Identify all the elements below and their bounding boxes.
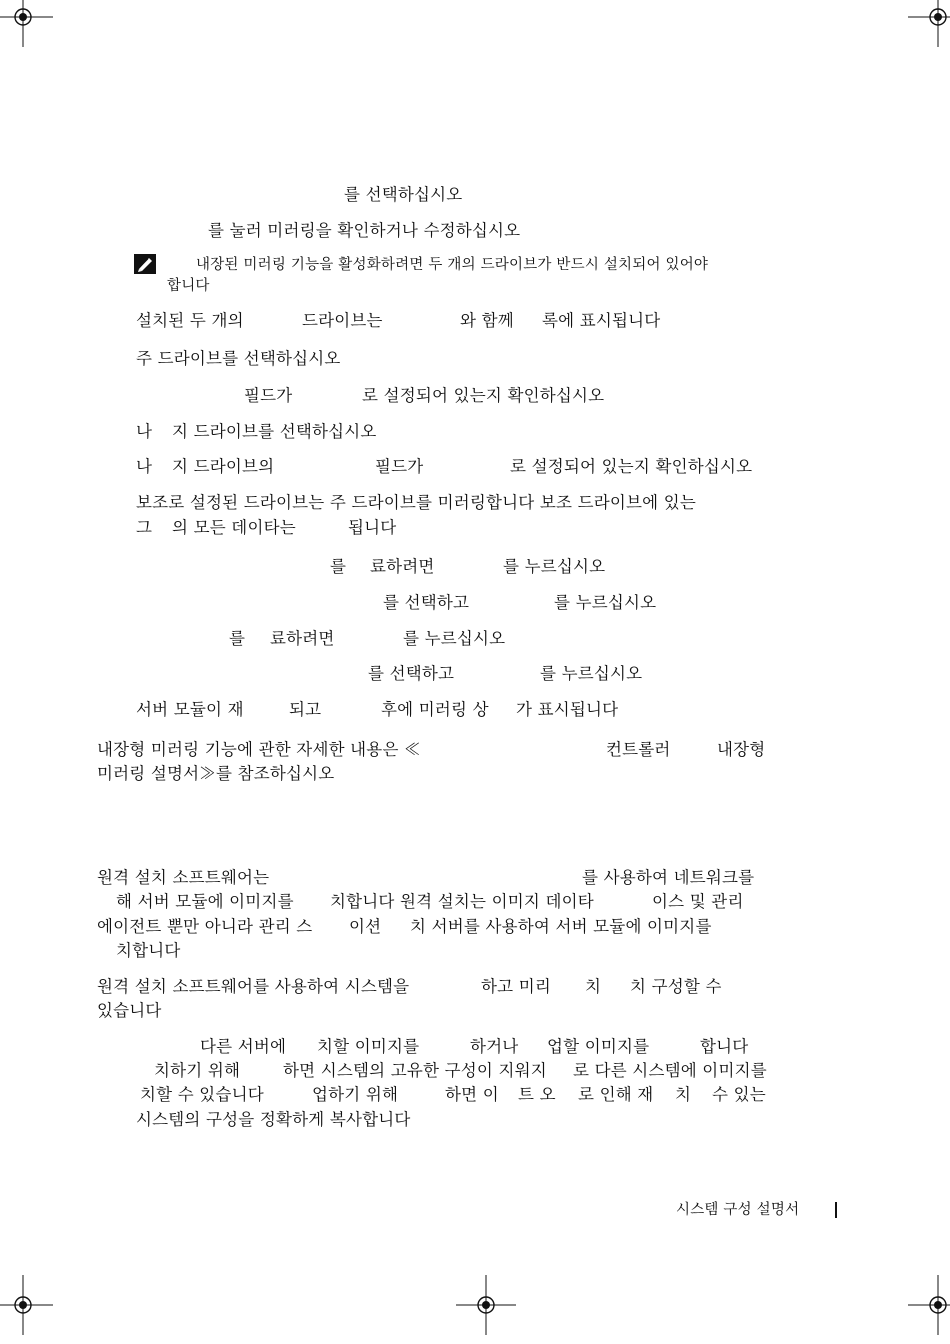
step-line: 를	[330, 557, 347, 576]
paragraph-line: 시스템의 구성을 정확하게 복사합니다	[136, 1110, 411, 1129]
step-line: 료하려면	[270, 629, 335, 648]
paragraph-line: 치할 이미지를	[317, 1037, 420, 1056]
step-line: 지 드라이브를 선택하십시오	[172, 422, 377, 441]
paragraph-line: 업할 이미지를	[547, 1037, 650, 1056]
paragraph-line: 미러링 설명서≫를 참조하십시오	[97, 764, 335, 783]
step-line: 보조로 설정된 드라이브는 주 드라이브를 미러링합니다 보조 드라이브에 있는	[136, 493, 697, 512]
step-line: 가 표시됩니다	[516, 700, 619, 719]
step-line: 를 누르십시오	[554, 593, 657, 612]
paragraph-line: 치할 수 있습니다	[140, 1085, 264, 1104]
registration-mark-icon	[0, 0, 53, 47]
paragraph-line: 하면 시스템의 고유한 구성이 지워지	[283, 1061, 547, 1080]
paragraph-line: 합니다	[700, 1037, 749, 1056]
step-line: 됩니다	[348, 518, 397, 537]
note-text: 내장된 미러링 기능을 활성화하려면 두 개의 드라이브가 반드시 설치되어 있어야	[196, 257, 709, 273]
paragraph-line: 치	[675, 1085, 692, 1104]
footer-divider	[835, 1202, 837, 1218]
step-line: 의 모든 데이타는	[172, 518, 296, 537]
note-pencil-icon	[134, 254, 156, 274]
paragraph-line: 내장형 미러링 기능에 관한 자세한 내용은 ≪	[97, 740, 421, 759]
paragraph-line: 를 사용하여 네트워크를	[582, 868, 755, 887]
paragraph-line: 하면 이	[445, 1085, 499, 1104]
paragraph-line: 치	[585, 977, 602, 996]
paragraph-line: 원격 설치 소프트웨어는	[97, 868, 270, 887]
registration-mark-icon	[456, 1275, 516, 1335]
step-line: 료하려면	[370, 557, 435, 576]
registration-mark-icon	[908, 1275, 950, 1335]
paragraph-line: 치하기 위해	[154, 1061, 241, 1080]
paragraph-line: 치 구성할 수	[630, 977, 722, 996]
step-line: 를 선택하고	[368, 664, 455, 683]
step-line: 를 눌러 미러링을 확인하거나 수정하십시오	[208, 221, 521, 240]
step-line: 를 누르십시오	[503, 557, 606, 576]
step-line: 되고	[289, 700, 322, 719]
paragraph-line: 이스 및 관리	[652, 892, 744, 911]
step-line: 주 드라이브를 선택하십시오	[136, 349, 341, 368]
step-line: 를 누르십시오	[403, 629, 506, 648]
step-line: 를 선택하십시오	[344, 185, 463, 204]
step-line: 지 드라이브의	[172, 457, 275, 476]
step-line: 로 설정되어 있는지 확인하십시오	[510, 457, 753, 476]
paragraph-line: 치합니다 원격 설치는 이미지 데이타	[330, 892, 594, 911]
note-text: 합니다	[167, 278, 210, 294]
paragraph-line: 치 서버를 사용하여 서버 모듈에 이미지를	[410, 917, 712, 936]
registration-mark-icon	[908, 0, 950, 47]
step-line: 드라이브는	[302, 311, 383, 330]
step-line: 를 선택하고	[383, 593, 470, 612]
step-line: 나	[136, 457, 153, 476]
registration-mark-icon	[0, 1275, 53, 1335]
paragraph-line: 로 다른 시스템에 이미지를	[573, 1061, 767, 1080]
paragraph-line: 업하기 위해	[312, 1085, 399, 1104]
step-line: 로 설정되어 있는지 확인하십시오	[362, 386, 605, 405]
paragraph-line: 원격 설치 소프트웨어를 사용하여 시스템을	[97, 977, 410, 996]
paragraph-line: 트 오	[518, 1085, 556, 1104]
step-line: 필드가	[375, 457, 424, 476]
paragraph-line: 해 서버 모듈에 이미지를	[116, 892, 294, 911]
step-line: 서버 모듈이 재	[136, 700, 244, 719]
step-line: 설치된 두 개의	[136, 311, 244, 330]
paragraph-line: 치합니다	[116, 941, 181, 960]
paragraph-line: 컨트롤러	[606, 740, 671, 759]
paragraph-line: 수 있는	[712, 1085, 766, 1104]
step-line: 록에 표시됩니다	[542, 311, 661, 330]
paragraph-line: 다른 서버에	[200, 1037, 287, 1056]
paragraph-line: 있습니다	[97, 1001, 162, 1020]
step-line: 와 함께	[460, 311, 514, 330]
paragraph-line: 이션	[349, 917, 382, 936]
step-line: 나	[136, 422, 153, 441]
paragraph-line: 하거나	[470, 1037, 519, 1056]
step-line: 를	[229, 629, 246, 648]
step-line: 그	[136, 518, 153, 537]
step-line: 후에 미러링 상	[381, 700, 489, 719]
step-line: 필드가	[244, 386, 293, 405]
paragraph-line: 에이전트 뿐만 아니라 관리 스	[97, 917, 313, 936]
footer-title: 시스템 구성 설명서	[676, 1202, 800, 1218]
paragraph-line: 로 인해 재	[578, 1085, 654, 1104]
paragraph-line: 하고 미리	[481, 977, 552, 996]
paragraph-line: 내장형	[717, 740, 766, 759]
step-line: 를 누르십시오	[540, 664, 643, 683]
